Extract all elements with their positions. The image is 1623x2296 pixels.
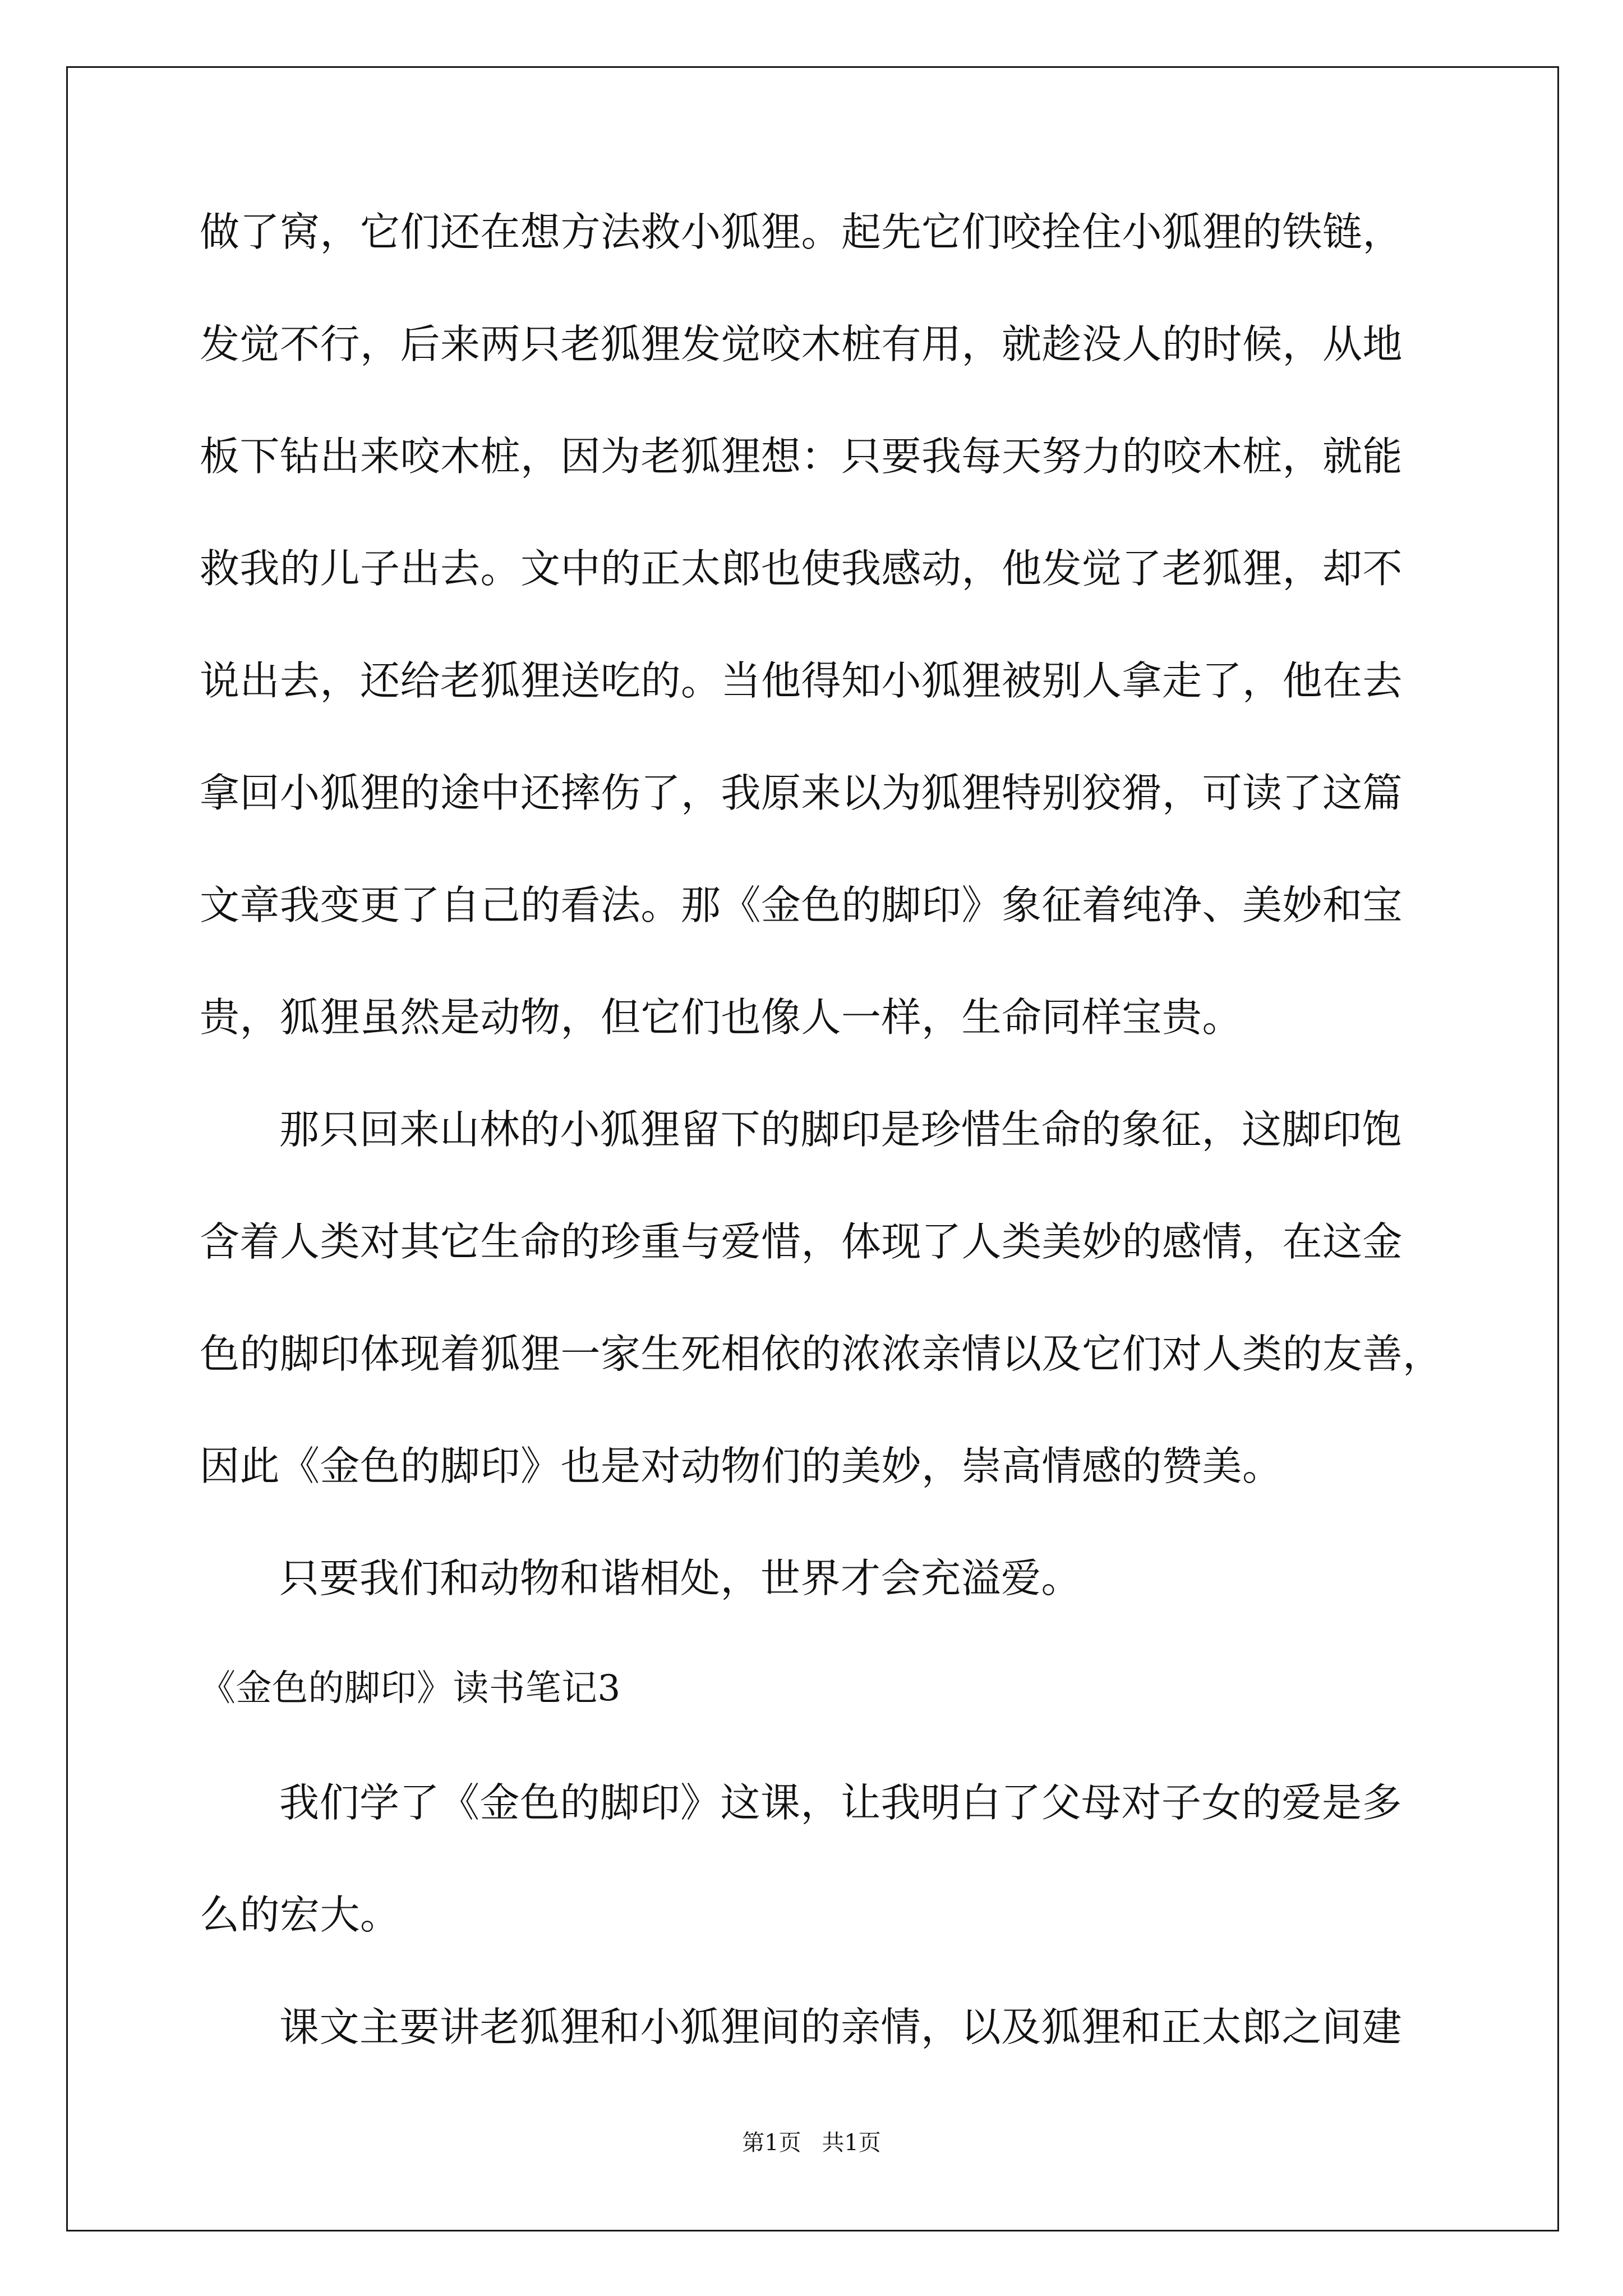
paragraph-line: 那只回来山林的小狐狸留下的脚印是珍惜生命的象征，这脚印饱: [279, 1106, 1403, 1153]
paragraph-line: 课文主要讲老狐狸和小狐狸间的亲情，以及狐狸和正太郎之间建: [279, 2004, 1403, 2050]
paragraph-line: 做了窝，它们还在想方法救小狐狸。起先它们咬拴住小狐狸的铁链，: [200, 209, 1403, 255]
paragraph-line: 文章我变更了自己的看法。那《金色的脚印》象征着纯净、美妙和宝: [200, 882, 1403, 928]
paragraph-line: 含着人类对其它生命的珍重与爱惜，体现了人类美妙的感情，在这金: [200, 1218, 1403, 1265]
paragraph-line: 因此《金色的脚印》也是对动物们的美妙，崇高情感的赞美。: [200, 1443, 1283, 1489]
page-total: 共1页: [822, 2130, 881, 2156]
section-heading: 《金色的脚印》读书笔记3: [200, 1668, 621, 1709]
page-footer: [0, 2132, 1623, 2154]
paragraph-line: 板下钻出来咬木桩，因为老狐狸想：只要我每天努力的咬木桩，就能: [200, 433, 1403, 480]
page-number: 第1页: [742, 2130, 801, 2156]
paragraph-line: 说出去，还给老狐狸送吃的。当他得知小狐狸被别人拿走了，他在去: [200, 657, 1403, 704]
paragraph-line: 救我的儿子出去。文中的正太郎也使我感动，他发觉了老狐狸，却不: [200, 545, 1403, 592]
paragraph-line: 我们学了《金色的脚印》这课，让我明白了父母对子女的爱是多: [279, 1779, 1403, 1826]
paragraph-line: 么的宏大。: [200, 1892, 400, 1938]
paragraph-line: 色的脚印体现着狐狸一家生死相依的浓浓亲情以及它们对人类的友善，: [200, 1331, 1443, 1377]
paragraph-line: 贵，狐狸虽然是动物，但它们也像人一样，生命同样宝贵。: [200, 994, 1243, 1041]
paragraph-line: 只要我们和动物和谐相处，世界才会充溢爱。: [279, 1555, 1082, 1602]
paragraph-line: 拿回小狐狸的途中还摔伤了，我原来以为狐狸特别狡猾，可读了这篇: [200, 770, 1403, 816]
paragraph-line: 发觉不行，后来两只老狐狸发觉咬木桩有用，就趁没人的时候，从地: [200, 321, 1403, 367]
